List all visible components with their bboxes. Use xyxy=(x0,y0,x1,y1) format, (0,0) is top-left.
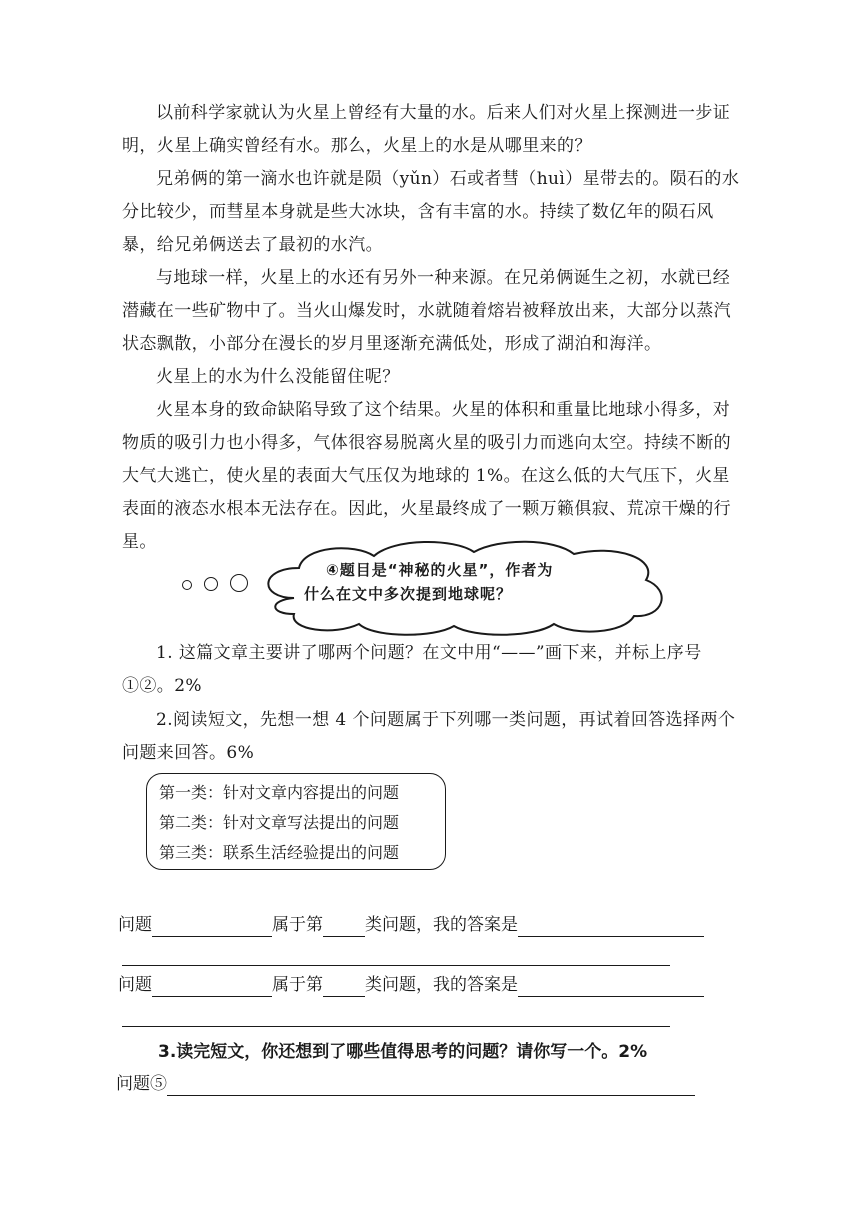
thought-dot-small xyxy=(182,580,192,590)
answer-row-1-prefix: 问题 xyxy=(118,915,152,935)
answer-row-2-middle: 属于第 xyxy=(272,975,323,995)
thought-dot-medium xyxy=(204,577,218,591)
question-3: 3.读完短文，你还想到了哪些值得思考的问题？请你写一个。2% xyxy=(158,1042,648,1062)
answer-row-1-suffix: 类问题，我的答案是 xyxy=(365,915,518,935)
passage-paragraph-3: 与地球一样，火星上的水还有另外一种来源。在兄弟俩诞生之初，水就已经潜藏在一些矿物中了。当火山爆发时，水就随着熔岩被释放出来，大部分以蒸汽状态飘散，小部分在漫长的岁月里逐渐充满低处，形成了湖泊和海洋。 xyxy=(122,268,731,354)
question-2: 2.阅读短文，先想一想 4 个问题属于下列哪一类问题，再试着回答选择两个问题来回答。6% xyxy=(122,710,736,763)
answer-blank-1[interactable] xyxy=(518,916,704,937)
answer-row-1 xyxy=(118,913,704,937)
category-blank-2[interactable] xyxy=(323,976,365,997)
category-3: 第三类：联系生活经验提出的问题 xyxy=(159,843,400,862)
passage-paragraph-1: 以前科学家就认为火星上曾经有大量的水。后来人们对火星上探测进一步证明，火星上确实曾经有水。那么，火星上的水是从哪里来的？ xyxy=(122,103,731,156)
category-1: 第一类：针对文章内容提出的问题 xyxy=(159,783,400,802)
category-blank-1[interactable] xyxy=(323,916,365,937)
question-5-label: 问题⑤ xyxy=(116,1074,167,1094)
passage-paragraph-5: 火星本身的致命缺陷导致了这个结果。火星的体积和重量比地球小得多，对物质的吸引力也小得多，气体很容易脱离火星的吸引力而逃向太空。持续不断的大气大逃亡，使火星的表面大气压仅为地球的 1%。在这么低的大气压下，火星表面的液态水根本无法存在。因此，火星最终成了一颗万籁俱寂、荒凉干燥的行星。 xyxy=(122,400,731,552)
thought-dot-large xyxy=(230,574,248,592)
passage-paragraph-4: 火星上的水为什么没能留住呢？ xyxy=(156,367,400,387)
category-2: 第二类：针对文章写法提出的问题 xyxy=(159,813,400,832)
answer-row-2-prefix: 问题 xyxy=(118,975,152,995)
answer-continuation-line-2[interactable] xyxy=(122,1026,670,1027)
question-5-row xyxy=(116,1072,695,1096)
cloud-question-line-2: 什么在文中多次提到地球呢？ xyxy=(304,585,513,603)
question-number-blank-2[interactable] xyxy=(152,976,272,997)
answer-continuation-line-1[interactable] xyxy=(122,965,670,966)
question-category-box xyxy=(146,773,446,870)
thought-cloud xyxy=(176,538,676,638)
answer-row-2-suffix: 类问题，我的答案是 xyxy=(365,975,518,995)
passage-paragraph-2: 兄弟俩的第一滴水也许就是陨（yǔn）石或者彗（huì）星带去的。陨石的水分比较少，而彗星本身就是些大冰块，含有丰富的水。持续了数亿年的陨石风暴，给兄弟俩送去了最初的水汽。 xyxy=(122,169,740,255)
answer-row-2 xyxy=(118,973,704,997)
question-1: 1. 这篇文章主要讲了哪两个问题？在文中用“——”画下来，并标上序号①②。2% xyxy=(122,643,702,696)
answer-row-1-middle: 属于第 xyxy=(272,915,323,935)
cloud-question xyxy=(304,558,626,606)
question-number-blank-1[interactable] xyxy=(152,916,272,937)
answer-blank-2[interactable] xyxy=(518,976,704,997)
question-5-blank[interactable] xyxy=(167,1075,695,1096)
cloud-question-line-1: ④题目是“神秘的火星”，作者为 xyxy=(326,561,554,579)
